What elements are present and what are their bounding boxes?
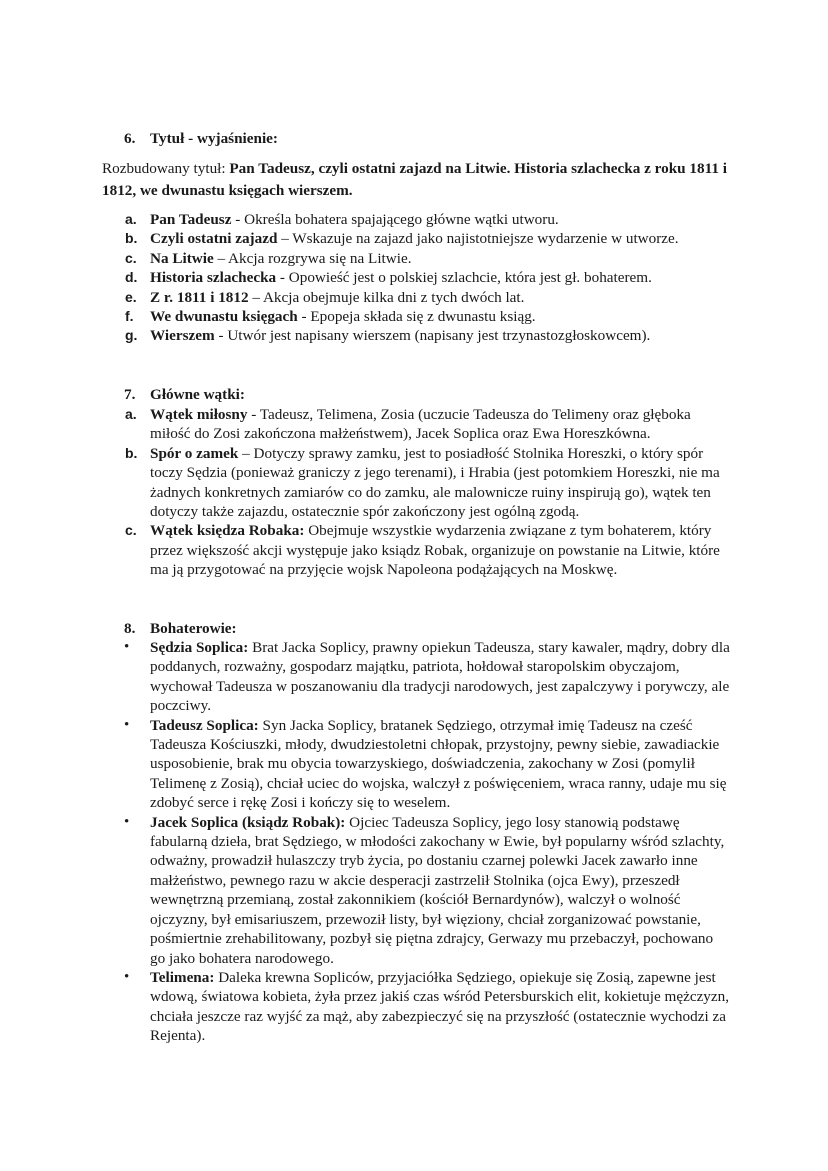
list-item [0, 968, 828, 1046]
list-item-text: Syn Jacka Soplicy, bratanek Sędziego, otrzymał imię Tadeusz na cześć Tadeusza Kościuszki, młody, dwudziestoletni chłopak, przystojny, pewny siebie, zawadiackie usposobienie, brak mu obycia towarzyskiego, doświadczenia, zakochany w Zosi (pomylił Telimenę z Zosią), chciał uciec do wojska, walczył z poświęceniem, wraca ranny, udaje mu się zdobyć serce i rękę Zosi i kończy się to weselem. [150, 716, 727, 812]
list-item-content [150, 405, 730, 444]
list-item-text: – Dotyczy sprawy zamku, jest to posiadłość Stolnika Horeszki, o który spór toczy Sędzia (ponieważ graniczy z jego terenami), i Hrabia (jest potomkiem Horeszki, nie ma żadnych konkretnych zamiarów co do zamku, ale malownicze ruiny inspirują go), wątek ten dotyczy także zajazdu, ostatecznie spór zakończony jest ogólną zgodą. [150, 444, 720, 521]
list-item-term: Jacek Soplica (ksiądz Robak): [150, 813, 346, 831]
list-item [0, 521, 828, 579]
list-item-content [150, 288, 730, 307]
list-item-text: – Wskazuje na zajazd jako najistotniejsze wydarzenie w utworze. [277, 230, 679, 248]
list-marker: e. [125, 288, 137, 305]
list-item-term: Czyli ostatni zajazd [150, 230, 278, 248]
list-item-term: Sędzia Soplica: [150, 639, 249, 656]
list-item [0, 288, 828, 307]
section-number: 8. [124, 620, 136, 637]
bullet-marker: • [124, 639, 130, 655]
main-threads-list [0, 405, 828, 580]
list-item-term: Wątek księdza Robaka: [150, 522, 305, 540]
list-item-term: Spór o zamek [150, 444, 239, 462]
list-marker: c. [125, 249, 137, 266]
list-item [0, 307, 828, 326]
list-item [0, 229, 828, 248]
list-item [0, 813, 828, 968]
list-item-term: Wątek miłosny [150, 406, 248, 423]
bullet-marker: • [124, 716, 130, 733]
bullet-marker: • [124, 968, 130, 985]
list-item-text: – Akcja rozgrywa się na Litwie. [213, 249, 412, 267]
list-item-term: Wierszem [150, 327, 215, 345]
list-item [0, 326, 828, 345]
title-intro-paragraph [102, 158, 730, 201]
list-item-text: - Epopeja składa się z dwunastu ksiąg. [297, 308, 536, 326]
list-item-term: We dwunastu księgach [150, 308, 298, 326]
list-item-content [150, 716, 730, 813]
list-marker: f. [125, 308, 134, 325]
list-item-content [150, 813, 730, 968]
list-item [0, 638, 828, 716]
intro-full-title: Pan Tadeusz, czyli ostatni zajazd na Litwie. Historia szlachecka z roku 1811 i 1812, we dwunastu księgach wierszem. [102, 160, 727, 199]
list-item-text: Brat Jacka Soplicy, prawny opiekun Tadeusza, stary kawaler, mądry, dobry dla poddanych, rozważny, gospodarz majątku, patriota, hołdował staropolskim obyczajom, wychował Tadeusza w poszanowaniu dla tradycji narodowych, jest zapalczywy i porywczy, ale poczciwy. [150, 639, 730, 715]
list-item-term: Pan Tadeusz [150, 211, 232, 228]
section-title: Tytuł - wyjaśnienie: [150, 130, 278, 147]
list-item-content [150, 210, 730, 229]
list-item-content [150, 444, 730, 522]
list-item [0, 268, 828, 287]
list-item-text: - Tadeusz, Telimena, Zosia (uczucie Tadeusza do Telimeny oraz głęboka miłość do Zosi zakończona małżeństwem), Jacek Soplica oraz Ewa Horeszkówna. [150, 406, 691, 443]
list-marker: c. [125, 522, 137, 539]
list-item-content [150, 521, 730, 579]
list-item-content [150, 968, 730, 1046]
section-number: 6. [124, 130, 136, 147]
list-item-content [150, 229, 730, 248]
list-item-content [150, 326, 730, 345]
list-marker: b. [125, 444, 138, 461]
list-item [0, 405, 828, 444]
characters-list [0, 638, 828, 1046]
list-item-text: - Utwór jest napisany wierszem (napisany jest trzynastozgłoskowcem). [214, 327, 651, 345]
list-marker: g. [125, 327, 138, 344]
list-item-term: Na Litwie [150, 249, 214, 267]
list-item-content [150, 638, 730, 716]
list-item-content [150, 307, 730, 326]
list-item-term: Historia szlachecka [150, 269, 277, 287]
list-item-text: Ojciec Tadeusza Soplicy, jego losy stanowią podstawę fabularną dzieła, brat Sędziego, w młodości zakochany w Ewie, był popularny wśród szlachty, odważny, prowadził hulaszczy tryb życia, po dostaniu czarnej polewki Jacek zawarło inne małżeństwo, pewnego razu w akcie desperacji zastrzelił Stolnika (ojca Ewy), przeszedł wewnętrzną przemianą, został zakonnikiem (kościół Bernardynów), walczył o wolność ojczyzny, był emisariuszem, przewoził listy, był więziony, chciał zorganizować powstanie, pośmiertnie zrehabilitowany, pozbył się piętna zdrajcy, Gerwazy mu przebaczył, pochowano go jako bohatera narodowego. [150, 813, 725, 967]
list-marker: d. [125, 269, 138, 286]
section-title: Główne wątki: [150, 386, 245, 403]
bullet-marker: • [124, 813, 130, 830]
list-item-text: Obejmuje wszystkie wydarzenia związane z tym bohaterem, który przez większość akcji występuje jako ksiądz Robak, organizuje on powstanie na Litwie, które ma ją przygotować na przyjęcie wojsk Napoleona podążających na Moskwę. [150, 522, 720, 579]
list-item-text: Daleka krewna Sopliców, przyjaciółka Sędziego, opiekuje się Zosią, zapewne jest wdową, światowa kobieta, żyła przez jakiś czas wśród Petersburskich elit, kokietuje mężczyzn, chciała jeszcze raz wyjść za mąż, aby zabezpieczyć się na przyszłość (ostatecznie wychodzi za Rejenta). [150, 968, 730, 1045]
list-item-content [150, 268, 730, 287]
list-item-text: - Opowieść jest o polskiej szlachcie, która jest gł. bohaterem. [276, 269, 652, 287]
list-marker: a. [125, 406, 137, 422]
list-item [0, 444, 828, 522]
list-item-content [150, 249, 730, 268]
list-item-text: - Określa bohatera spajającego główne wątki utworu. [231, 211, 559, 228]
list-item [0, 210, 828, 229]
intro-prefix: Rozbudowany tytuł: [102, 160, 230, 177]
section-title: Bohaterowie: [150, 620, 237, 637]
list-item-term: Z r. 1811 i 1812 [150, 288, 249, 306]
list-item [0, 249, 828, 268]
list-marker: a. [125, 211, 137, 227]
list-item-text: – Akcja obejmuje kilka dni z tych dwóch lat. [248, 288, 525, 306]
list-item [0, 716, 828, 813]
title-explanation-list [0, 210, 828, 346]
list-item-term: Telimena: [150, 968, 215, 986]
list-item-term: Tadeusz Soplica: [150, 716, 259, 734]
list-marker: b. [125, 230, 138, 247]
section-number: 7. [124, 386, 136, 403]
